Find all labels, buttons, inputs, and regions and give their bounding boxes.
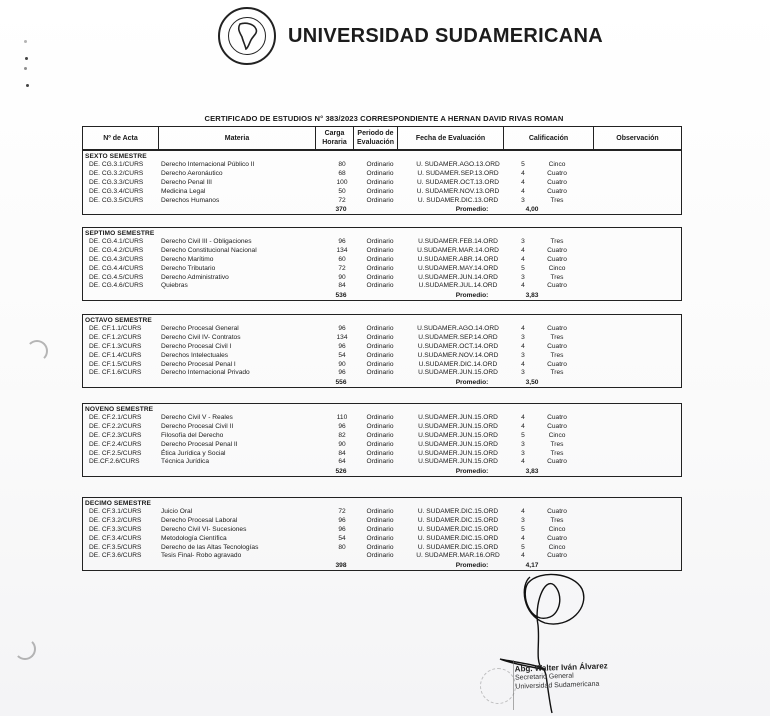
evaluation-date: U.SUDAMER.AGO.14.ORD — [417, 325, 499, 332]
hours: 72 — [338, 508, 346, 515]
semester-block — [82, 227, 682, 301]
semester-summary-row — [83, 205, 681, 214]
table-row — [83, 517, 681, 526]
table-row — [83, 526, 681, 535]
evaluation-date: U.SUDAMER.JUL.14.ORD — [418, 282, 498, 290]
grade-words: Cuatro — [547, 187, 567, 195]
grade-number: 5 — [521, 431, 525, 439]
column-header-calificacion: Calificación — [504, 127, 594, 149]
grade-number: 5 — [521, 264, 525, 272]
hours: 110 — [336, 414, 348, 421]
evaluation-period: Ordinario — [366, 264, 394, 272]
average-label: Promedio: — [455, 468, 489, 476]
table-row — [83, 423, 681, 432]
hours: 80 — [338, 543, 346, 551]
table-row — [83, 508, 681, 517]
evaluation-period: Ordinario — [366, 414, 394, 421]
acta-number: DE. CF.1.1/CURS — [89, 325, 142, 332]
grade-number: 3 — [521, 196, 525, 204]
semester-summary-row — [83, 291, 681, 300]
institution-name: UNIVERSIDAD SUDAMERICANA — [288, 24, 603, 47]
evaluation-period: Ordinario — [366, 351, 394, 359]
table-row — [83, 274, 681, 283]
evaluation-period: Ordinario — [366, 342, 394, 350]
stamp-seal-icon — [480, 668, 516, 704]
grade-number: 3 — [521, 333, 525, 341]
grade-words: Tres — [550, 449, 564, 457]
grade-number: 5 — [521, 161, 525, 168]
evaluation-period: Ordinario — [366, 360, 394, 368]
subject-name: Derecho Administrativo — [161, 273, 229, 281]
total-hours: 370 — [335, 206, 347, 214]
evaluation-date: U.SUDAMER.ABR.14.ORD — [417, 255, 499, 263]
evaluation-period: Ordinario — [366, 255, 394, 263]
grade-number: 4 — [521, 342, 525, 350]
punch-hole-mark — [14, 638, 36, 660]
signatory-role: Secretario General — [514, 672, 574, 682]
hours: 90 — [338, 273, 346, 281]
subject-name: Derecho Civil V - Reales — [161, 414, 233, 421]
table-row — [83, 450, 681, 459]
table-row — [83, 161, 681, 170]
acta-number: DE.CF.2.6/CURS — [89, 458, 140, 466]
acta-number: DE. CF.1.6/CURS — [89, 369, 142, 377]
column-header-observacion: Observación — [616, 134, 659, 142]
evaluation-period: Ordinario — [366, 282, 394, 290]
acta-number: DE. CF.3.2/CURS — [89, 516, 142, 524]
average-label: Promedio: — [455, 206, 489, 214]
acta-number: DE. CF.3.4/CURS — [89, 534, 142, 542]
subject-name: Derechos Intelectuales — [161, 351, 229, 359]
evaluation-date: U. SUDAMER.DIC.13.ORD — [417, 196, 499, 204]
average-value: 4,17 — [525, 562, 539, 570]
table-row — [83, 544, 681, 553]
subject-name: Quiebras — [161, 282, 188, 290]
university-seal-icon — [218, 7, 276, 65]
evaluation-date: U.SUDAMER.JUN.15.ORD — [418, 431, 498, 439]
hours: 72 — [338, 196, 346, 204]
total-hours: 556 — [335, 379, 347, 387]
table-row — [83, 414, 681, 423]
evaluation-date: U. SUDAMER.DIC.15.ORD — [417, 508, 499, 515]
hours: 54 — [338, 351, 346, 359]
average-value: 3,50 — [525, 379, 539, 387]
grade-words: Tres — [550, 440, 564, 448]
acta-number: DE. CG.4.5/CURS — [89, 273, 144, 281]
evaluation-period: Ordinario — [366, 440, 394, 448]
grade-words: Cinco — [548, 525, 566, 533]
acta-number: DE. CF.2.5/CURS — [89, 449, 142, 457]
subject-name: Derechos Humanos — [161, 196, 220, 204]
acta-number: DE. CG.4.2/CURS — [89, 246, 144, 254]
hours: 96 — [338, 342, 346, 350]
subject-name: Derecho Procesal Laboral — [161, 516, 238, 524]
evaluation-date: U. SUDAMER.DIC.15.ORD — [417, 516, 499, 524]
table-row — [83, 352, 681, 361]
evaluation-date: U.SUDAMER.DIC.14.ORD — [418, 360, 498, 368]
evaluation-date: U.SUDAMER.MAY.14.ORD — [418, 264, 498, 272]
evaluation-period: Ordinario — [366, 325, 394, 332]
grade-number: 4 — [521, 458, 525, 466]
semester-title: OCTAVO SEMESTRE — [85, 317, 152, 324]
subject-name: Derecho Penal III — [161, 178, 212, 186]
average-label: Promedio: — [455, 292, 489, 300]
evaluation-date: U. SUDAMER.DIC.15.ORD — [417, 525, 499, 533]
evaluation-date: U.SUDAMER.SEP.14.ORD — [418, 333, 498, 341]
average-label: Promedio: — [455, 562, 489, 570]
grade-number: 4 — [521, 534, 525, 542]
grade-words: Tres — [550, 333, 564, 341]
column-header-materia: Materia — [159, 127, 316, 149]
acta-number: DE. CG.3.4/CURS — [89, 187, 144, 195]
evaluation-period: Ordinario — [366, 333, 394, 341]
grade-number: 3 — [521, 449, 525, 457]
hours: 134 — [336, 333, 348, 341]
subject-name: Metodología Científica — [161, 534, 227, 542]
evaluation-period: Ordinario — [366, 161, 394, 168]
evaluation-period: Ordinario — [366, 238, 394, 245]
average-label: Promedio: — [455, 379, 489, 387]
subject-name: Derecho Procesal Civil I — [161, 342, 232, 350]
evaluation-period: Ordinario — [366, 516, 394, 524]
acta-number: DE. CG.3.2/CURS — [89, 169, 144, 177]
subject-name: Derecho Procesal General — [161, 325, 239, 332]
grade-number: 4 — [521, 178, 525, 186]
evaluation-period: Ordinario — [366, 169, 394, 177]
signatory-institution: Universidad Sudamericana — [515, 680, 600, 691]
hours: 80 — [338, 161, 346, 168]
subject-name: Técnica Jurídica — [161, 458, 210, 466]
evaluation-date: U. SUDAMER.DIC.15.ORD — [417, 543, 499, 551]
evaluation-period: Ordinario — [366, 449, 394, 457]
grades-table-header — [82, 126, 682, 150]
subject-name: Derecho Constitucional Nacional — [161, 246, 257, 254]
grade-number: 4 — [521, 325, 525, 332]
grade-words: Cuatro — [547, 534, 567, 542]
evaluation-date: U. SUDAMER.DIC.15.ORD — [417, 534, 499, 542]
semester-block — [82, 403, 682, 477]
evaluation-date: U.SUDAMER.OCT.14.ORD — [417, 342, 499, 350]
grade-words: Tres — [550, 238, 564, 245]
grade-number: 3 — [521, 516, 525, 524]
grade-words: Cuatro — [547, 178, 567, 186]
acta-number: DE. CF.3.3/CURS — [89, 525, 142, 533]
semester-summary-row — [83, 378, 681, 387]
total-hours: 398 — [335, 562, 347, 570]
subject-name: Medicina Legal — [161, 187, 206, 195]
evaluation-date: U.SUDAMER.MAR.14.ORD — [417, 246, 499, 254]
semester-block — [82, 497, 682, 571]
subject-name: Derecho Civil VI- Sucesiones — [161, 525, 247, 533]
hours: 84 — [338, 282, 346, 290]
subject-name: Tesis Final- Robo agravado — [161, 552, 242, 560]
signatory-block — [515, 661, 609, 691]
grade-number: 4 — [521, 282, 525, 290]
acta-number: DE. CF.1.2/CURS — [89, 333, 142, 341]
acta-number: DE. CF.3.5/CURS — [89, 543, 142, 551]
grade-number: 4 — [521, 255, 525, 263]
hours: 96 — [338, 238, 346, 245]
subject-name: Derecho Marítimo — [161, 255, 214, 263]
subject-name: Derecho Procesal Penal II — [161, 440, 238, 448]
subject-name: Derecho Procesal Civil II — [161, 422, 234, 430]
hours: 134 — [336, 246, 348, 254]
acta-number: DE. CG.4.4/CURS — [89, 264, 144, 272]
scan-mark — [24, 67, 27, 70]
subject-name: Derecho Civil III - Obligaciones — [161, 238, 252, 245]
hours: 82 — [338, 431, 346, 439]
grade-words: Cuatro — [547, 508, 567, 515]
evaluation-date: U.SUDAMER.JUN.15.ORD — [418, 369, 498, 377]
grade-number: 4 — [521, 187, 525, 195]
evaluation-date: U.SUDAMER.NOV.14.ORD — [417, 351, 499, 359]
certificate-title: CERTIFICADO DE ESTUDIOS N° 383/2023 CORRESPONDIENTE A HERNAN DAVID RIVAS ROMAN — [204, 114, 564, 123]
subject-name: Derecho Civil IV- Contratos — [161, 333, 241, 341]
total-hours: 526 — [335, 468, 347, 476]
grade-words: Tres — [550, 369, 564, 377]
grade-words: Cuatro — [547, 422, 567, 430]
evaluation-period: Ordinario — [366, 422, 394, 430]
hours: 54 — [338, 534, 346, 542]
evaluation-period: Ordinario — [366, 534, 394, 542]
acta-number: DE. CG.4.3/CURS — [89, 255, 144, 263]
grade-words: Cinco — [548, 543, 566, 551]
subject-name: Derecho Aeronáutico — [161, 169, 223, 177]
table-row — [83, 369, 681, 378]
average-value: 3,83 — [525, 292, 539, 300]
acta-number: DE. CF.1.3/CURS — [89, 342, 142, 350]
grade-number: 5 — [521, 543, 525, 551]
grade-number: 3 — [521, 273, 525, 281]
acta-number: DE. CF.3.1/CURS — [89, 508, 142, 515]
grade-number: 4 — [521, 360, 525, 368]
column-header-carga: Carga Horaria — [316, 127, 354, 149]
average-value: 3,83 — [525, 468, 539, 476]
column-header-acta: Nº de Acta — [83, 127, 159, 149]
hours: 64 — [338, 458, 346, 466]
evaluation-date: U.SUDAMER.JUN.14.ORD — [418, 273, 498, 281]
scan-mark — [26, 84, 29, 87]
hours: 60 — [338, 255, 346, 263]
table-row — [83, 535, 681, 544]
scan-mark — [25, 57, 28, 60]
acta-number: DE. CG.3.3/CURS — [89, 178, 144, 186]
evaluation-period: Ordinario — [366, 458, 394, 466]
subject-name: Ética Jurídica y Social — [161, 449, 226, 457]
grade-words: Tres — [550, 351, 564, 359]
acta-number: DE. CF.1.4/CURS — [89, 351, 142, 359]
hours — [316, 552, 354, 561]
hours: 96 — [338, 525, 346, 533]
grade-words: Cinco — [548, 161, 566, 168]
signatory-name: Abg. Walter Iván Álvarez — [514, 661, 608, 674]
acta-number: DE. CF.2.4/CURS — [89, 440, 142, 448]
evaluation-period: Ordinario — [366, 543, 394, 551]
subject-name: Juicio Oral — [161, 508, 193, 515]
acta-number: DE. CG.3.5/CURS — [89, 196, 144, 204]
hours: 96 — [338, 325, 346, 332]
grade-number: 4 — [521, 552, 525, 560]
grade-number: 4 — [521, 508, 525, 515]
evaluation-date: U.SUDAMER.JUN.15.ORD — [418, 458, 498, 466]
grade-number: 3 — [521, 351, 525, 359]
hours: 100 — [336, 178, 348, 186]
grade-words: Tres — [550, 273, 564, 281]
grade-words: Cuatro — [547, 325, 567, 332]
grade-number: 5 — [521, 525, 525, 533]
acta-number: DE. CF.2.3/CURS — [89, 431, 142, 439]
table-row — [83, 343, 681, 352]
grade-number: 4 — [521, 169, 525, 177]
semester-title: DECIMO SEMESTRE — [85, 500, 151, 507]
punch-hole-mark — [26, 340, 48, 362]
grade-number: 3 — [521, 440, 525, 448]
document-header — [218, 6, 603, 66]
hours: 50 — [338, 187, 346, 195]
subject-name: Derecho Tributario — [161, 264, 216, 272]
subject-name: Derecho Internacional Público II — [161, 161, 255, 168]
table-row — [83, 432, 681, 441]
grade-words: Cuatro — [547, 255, 567, 263]
evaluation-period: Ordinario — [366, 552, 394, 560]
table-row — [83, 552, 681, 561]
semester-title: NOVENO SEMESTRE — [85, 406, 154, 413]
grade-number: 4 — [521, 414, 525, 421]
grade-number: 3 — [521, 369, 525, 377]
evaluation-period: Ordinario — [366, 273, 394, 281]
subject-name: Derecho Internacional Privado — [161, 369, 250, 377]
grade-number: 4 — [521, 422, 525, 430]
acta-number: DE. CF.2.1/CURS — [89, 414, 142, 421]
hours: 84 — [338, 449, 346, 457]
grade-words: Cuatro — [547, 246, 567, 254]
grade-words: Cuatro — [547, 282, 567, 290]
grade-number: 4 — [521, 246, 525, 254]
evaluation-period: Ordinario — [366, 369, 394, 377]
table-row — [83, 179, 681, 188]
grade-words: Cuatro — [547, 360, 567, 368]
evaluation-period: Ordinario — [366, 508, 394, 515]
hours: 72 — [338, 264, 346, 272]
subject-name: Filosofía del Derecho — [161, 431, 224, 439]
semester-block — [82, 314, 682, 388]
evaluation-date: U.SUDAMER.JUN.15.ORD — [418, 449, 498, 457]
semester-summary-row — [83, 467, 681, 476]
evaluation-period: Ordinario — [366, 431, 394, 439]
subject-name: Derecho de las Altas Tecnologías — [161, 543, 259, 551]
evaluation-period: Ordinario — [366, 178, 394, 186]
table-row — [83, 188, 681, 197]
table-row — [83, 247, 681, 256]
hours: 96 — [338, 422, 346, 430]
evaluation-period: Ordinario — [366, 196, 394, 204]
grade-words: Cinco — [548, 431, 566, 439]
acta-number: DE. CF.2.2/CURS — [89, 422, 142, 430]
hours: 68 — [338, 169, 346, 177]
evaluation-period: Ordinario — [366, 246, 394, 254]
evaluation-date: U.SUDAMER.JUN.15.ORD — [418, 440, 498, 448]
grade-words: Cuatro — [547, 414, 567, 421]
grade-words: Cuatro — [547, 342, 567, 350]
table-row — [83, 197, 681, 206]
evaluation-date: U. SUDAMER.NOV.13.ORD — [416, 187, 500, 195]
evaluation-date: U.SUDAMER.FEB.14.ORD — [418, 238, 498, 245]
evaluation-date: U. SUDAMER.OCT.13.ORD — [416, 178, 500, 186]
grade-words: Cuatro — [547, 169, 567, 177]
average-value: 4,00 — [525, 206, 539, 214]
table-row — [83, 170, 681, 179]
table-row — [83, 265, 681, 274]
grade-words: Tres — [550, 516, 564, 524]
column-header-periodo: Periodo de Evaluación — [354, 127, 398, 149]
acta-number: DE. CG.4.1/CURS — [89, 238, 144, 245]
evaluation-date: U. SUDAMER.SEP.13.ORD — [417, 169, 499, 177]
evaluation-date: U. SUDAMER.AGO.13.ORD — [416, 161, 500, 168]
acta-number: DE. CG.3.1/CURS — [89, 161, 144, 168]
hours: 90 — [338, 440, 346, 448]
acta-number: DE. CF.1.5/CURS — [89, 360, 142, 368]
column-header-fecha: Fecha de Evaluación — [398, 127, 504, 149]
table-row — [83, 238, 681, 247]
grade-number: 3 — [521, 238, 525, 245]
grade-words: Cuatro — [547, 552, 567, 560]
grade-words: Tres — [550, 196, 564, 204]
evaluation-date: U. SUDAMER.MAR.16.ORD — [416, 552, 500, 560]
scan-mark — [24, 40, 27, 43]
hours: 96 — [338, 369, 346, 377]
table-row — [83, 325, 681, 334]
grade-words: Cinco — [548, 264, 566, 272]
table-row — [83, 361, 681, 370]
evaluation-period: Ordinario — [366, 525, 394, 533]
table-row — [83, 458, 681, 467]
semester-block — [82, 150, 682, 215]
acta-number: DE. CG.4.6/CURS — [89, 282, 144, 290]
hours: 90 — [338, 360, 346, 368]
hours: 96 — [338, 516, 346, 524]
table-row — [83, 334, 681, 343]
semester-title: SEPTIMO SEMESTRE — [85, 230, 155, 237]
total-hours: 536 — [335, 292, 347, 300]
evaluation-date: U.SUDAMER.JUN.15.ORD — [418, 414, 498, 421]
table-row — [83, 282, 681, 291]
table-row — [83, 441, 681, 450]
evaluation-period: Ordinario — [366, 187, 394, 195]
acta-number: DE. CF.3.6/CURS — [89, 552, 142, 560]
table-row — [83, 256, 681, 265]
evaluation-date: U.SUDAMER.JUN.15.ORD — [418, 422, 498, 430]
grade-words: Cuatro — [547, 458, 567, 466]
semester-title: SEXTO SEMESTRE — [85, 153, 147, 160]
subject-name: Derecho Procesal Penal I — [161, 360, 236, 368]
